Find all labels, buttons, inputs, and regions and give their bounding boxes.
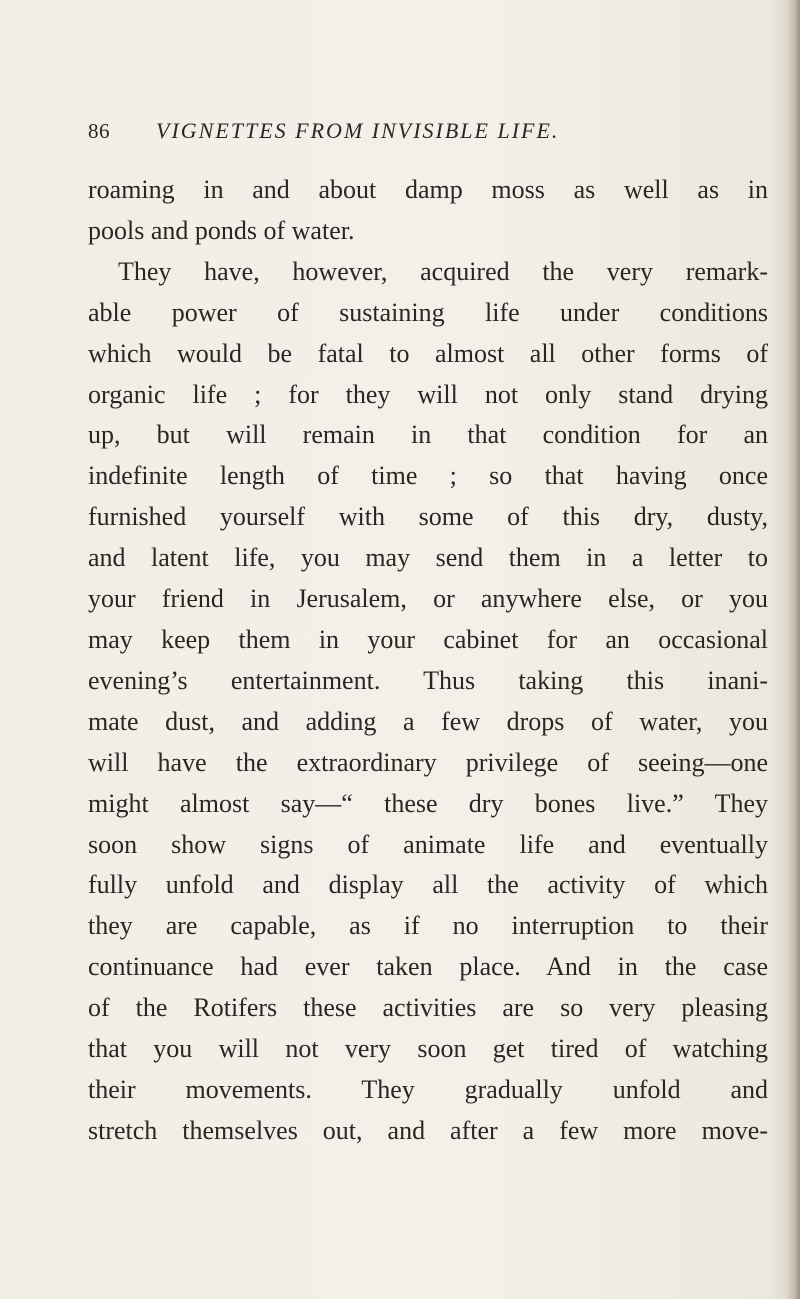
text-line: They have, however, acquired the very remark- (118, 256, 768, 286)
text-line: might almost say—“ these dry bones live.” They (88, 788, 768, 818)
text-line: will have the extraordinary privilege of seeing—one (88, 747, 768, 777)
book-title: VIGNETTES FROM INVISIBLE LIFE. (156, 118, 560, 143)
text-line: furnished yourself with some of this dry, dusty, (88, 502, 768, 532)
text-line: that you will not very soon get tired of watching (88, 1034, 768, 1064)
running-head (88, 118, 768, 148)
text-line: indefinite length of time ; so that having once (88, 461, 768, 491)
text-line: stretch themselves out, and after a few more move- (88, 1115, 768, 1145)
text-line: and latent life, you may send them in a letter to (88, 543, 768, 573)
text-line: they are capable, as if no interruption to their (88, 911, 768, 941)
text-line: your friend in Jerusalem, or anywhere else, or you (88, 584, 768, 614)
page-number: 86 (88, 119, 110, 143)
text-line: organic life ; for they will not only stand drying (88, 379, 768, 409)
text-line: soon show signs of animate life and eventually (88, 829, 768, 859)
text-line: able power of sustaining life under conditions (88, 297, 768, 327)
text-line: mate dust, and adding a few drops of water, you (88, 706, 768, 736)
text-line: their movements. They gradually unfold and (88, 1074, 768, 1104)
text-line: which would be fatal to almost all other forms of (88, 338, 768, 368)
text-line: of the Rotifers these activities are so very pleasing (88, 993, 768, 1023)
text-line: fully unfold and display all the activity of which (88, 870, 768, 900)
text-line: pools and ponds of water. (88, 215, 355, 245)
page-edge-shadow (786, 0, 800, 1299)
text-line: evening’s entertainment. Thus taking this inani- (88, 665, 768, 695)
text-line: may keep them in your cabinet for an occasional (88, 624, 768, 654)
body-text (88, 170, 768, 1152)
text-line: roaming in and about damp moss as well as in (88, 175, 768, 204)
text-line: up, but will remain in that condition for an (88, 420, 768, 450)
text-line: continuance had ever taken place. And in the case (88, 952, 768, 982)
